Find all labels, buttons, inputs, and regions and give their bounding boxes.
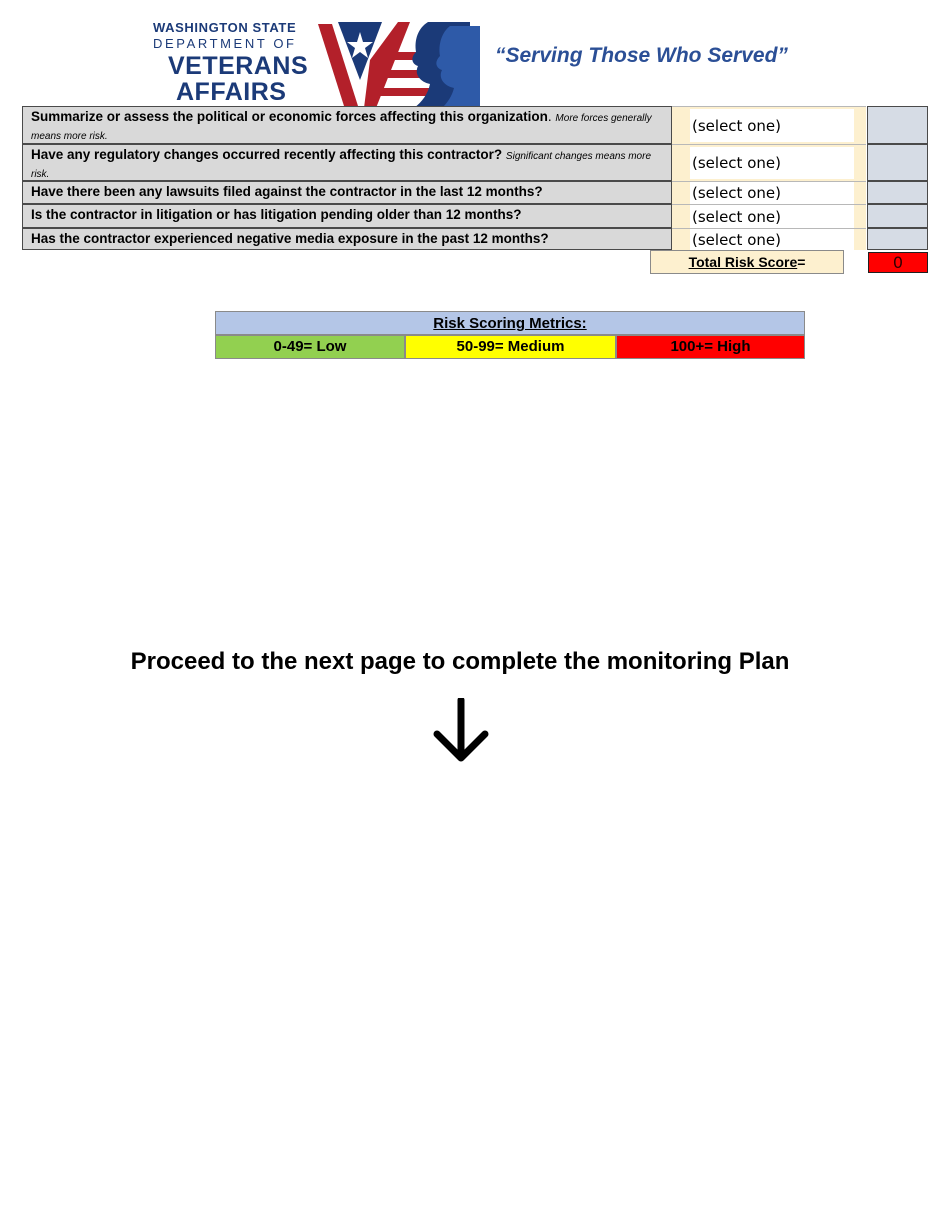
question-row [22,181,928,204]
question-note: More forces generally means more risk. [31,113,652,142]
total-risk-score-label: Total Risk Score= [650,250,844,274]
logo-line-state: WASHINGTON STATE [153,20,297,35]
answer-select[interactable]: (select one) [690,109,854,142]
metric-medium: 50-99= Medium [405,335,616,359]
question-text: Summarize or assess the political or economic forces affecting this organization. More forces generally means more risk. [22,106,672,144]
answer-cell [672,204,866,228]
question-text: Have any regulatory changes occurred recently affecting this contractor? Significant changes means more risk. [22,144,672,181]
answer-cell [672,228,866,250]
answer-cell [672,106,866,144]
question-row [22,144,928,181]
proceed-instruction: Proceed to the next page to complete the monitoring Plan [130,648,790,675]
answer-select[interactable]: (select one) [690,205,854,228]
logo-line-affairs: AFFAIRS [176,78,287,106]
question-text: Has the contractor experienced negative media exposure in the past 12 months? [22,228,672,250]
question-note: Significant changes means more risk. [31,151,651,180]
answer-select[interactable]: (select one) [690,147,854,179]
risk-scoring-metrics [215,311,805,359]
question-text: Is the contractor in litigation or has litigation pending older than 12 months? [22,204,672,228]
score-cell [867,204,928,228]
score-cell [867,228,928,250]
answer-select[interactable]: (select one) [690,229,854,250]
logo-emblem-icon [310,22,480,108]
logo-line-department: DEPARTMENT OF [153,36,297,51]
metrics-title: Risk Scoring Metrics: [215,311,805,335]
question-row [22,228,928,250]
metric-low: 0-49= Low [215,335,405,359]
logo-line-veterans: VETERANS [168,52,309,80]
answer-cell [672,144,866,181]
score-cell [867,144,928,181]
score-cell [867,181,928,204]
tagline: “Serving Those Who Served” [495,44,788,67]
arrow-down-icon [432,698,490,764]
total-risk-score-value: 0 [868,252,928,273]
vet-affairs-logo [150,18,480,106]
question-row [22,106,928,144]
question-row [22,204,928,228]
score-cell [867,106,928,144]
answer-select[interactable]: (select one) [690,182,854,204]
question-text: Have there been any lawsuits filed against the contractor in the last 12 months? [22,181,672,204]
answer-cell [672,181,866,204]
metric-high: 100+= High [616,335,805,359]
